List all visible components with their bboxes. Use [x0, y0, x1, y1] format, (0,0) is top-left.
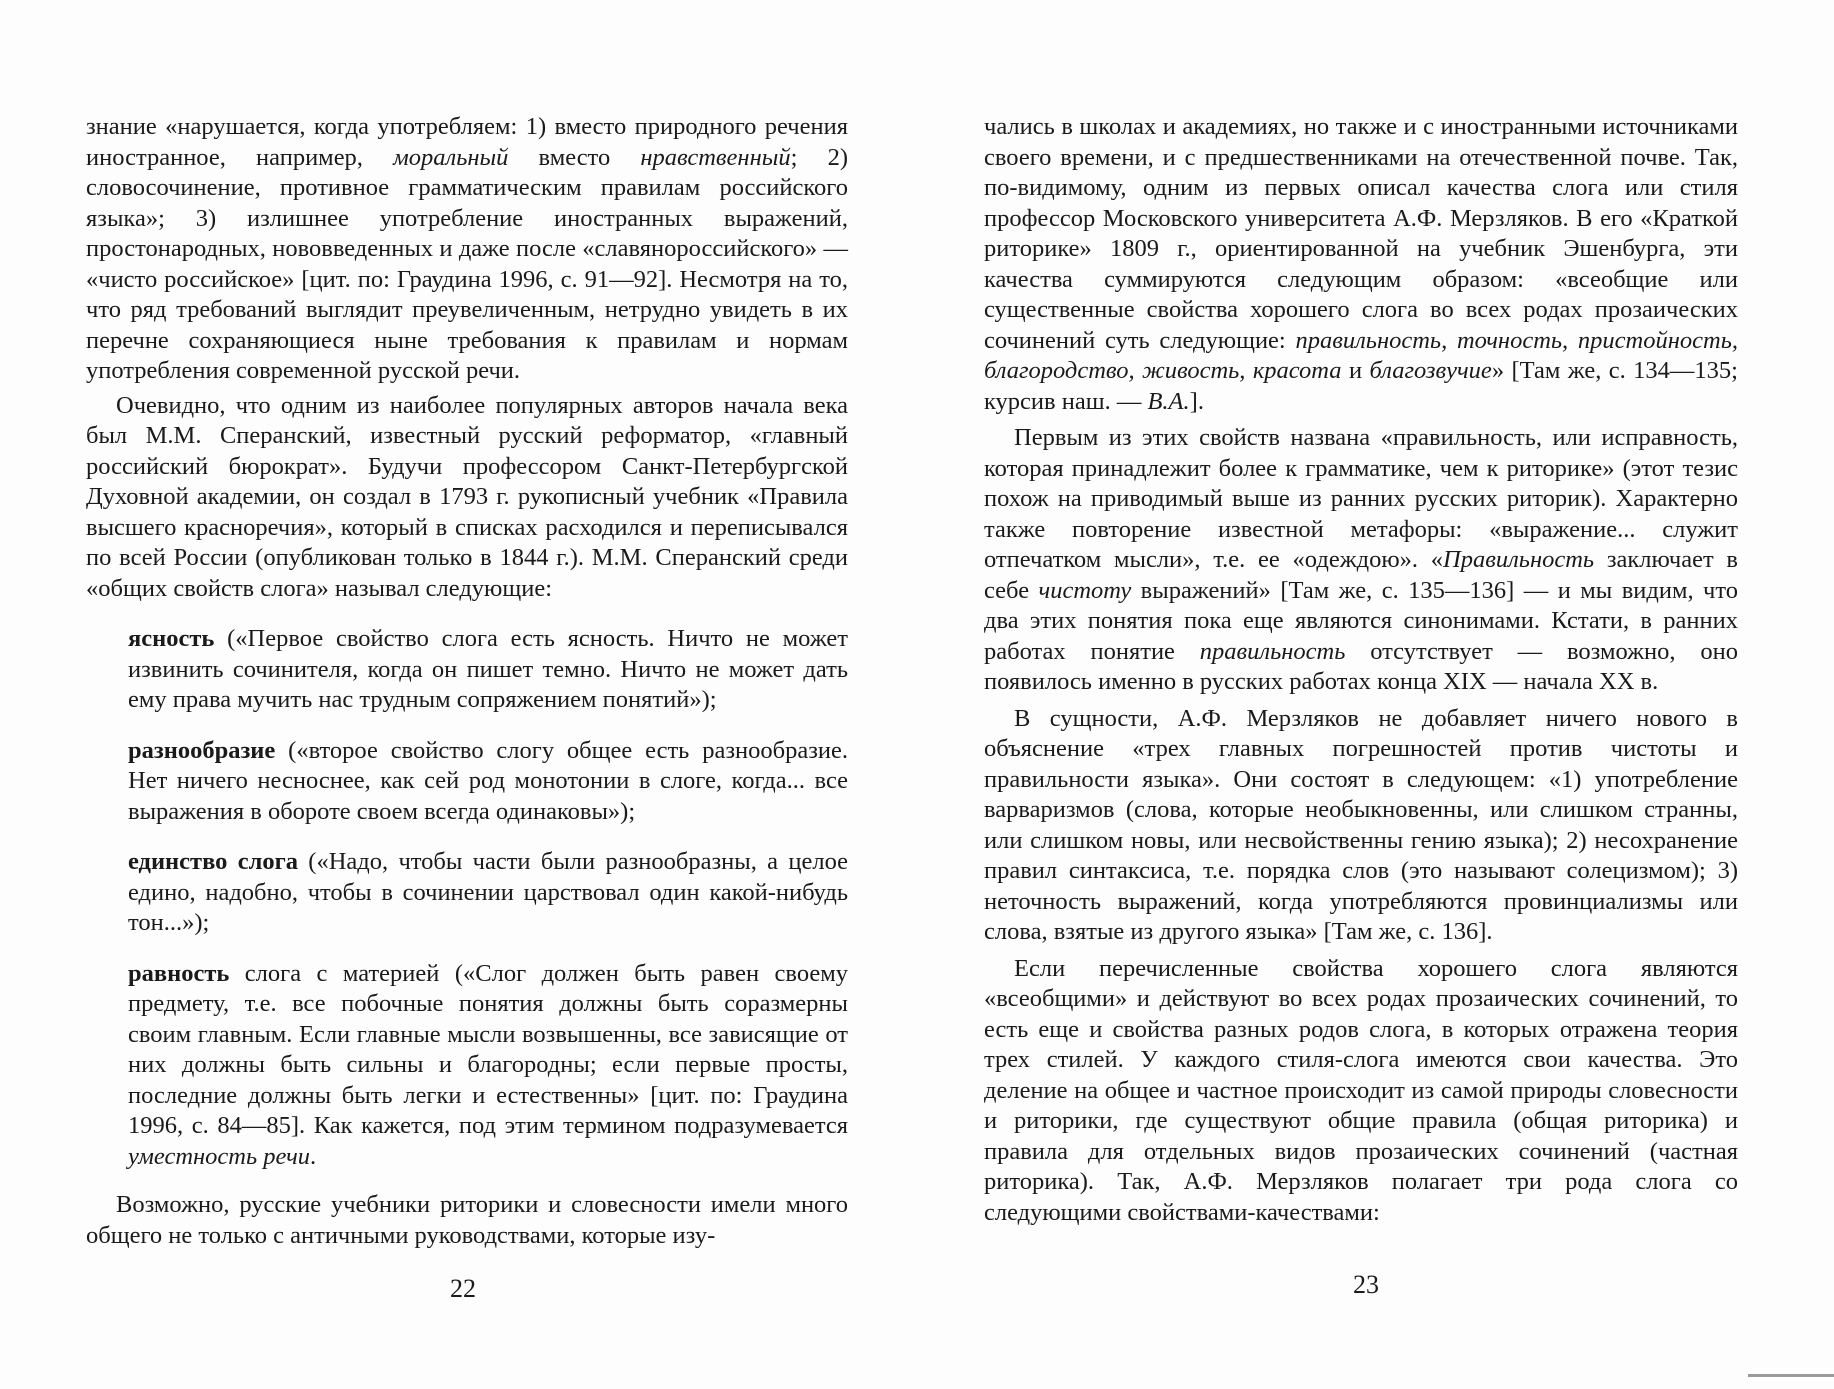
italic-term: моральный: [393, 143, 509, 171]
right-paragraph-2: Первым из этих свойств названа «правильность, или исправность, которая принадлежит более к грамматике, чем к риторике» (этот тезис похож на приводимый выше из ранних русских риторик). Характерно также повторение известной метафоры: «выражение... служит отпечатком мысли», т.е. ее «одеждою». «Правильность заключает в себе чистоту выражений» [Там же, с. 135—136] — и мы видим, что два этих понятия пока еще являются синонимами. Кстати, в ранних работах понятие правильность отсутствует — возможно, оно появилось именно в русских работах конца XIX — начала XX в.: [984, 424, 1738, 695]
right-page: [984, 112, 1738, 1228]
left-paragraph-1: знание «нарушается, когда употребляем: 1) вместо природного речения иностранное, например, моральный вместо нравственный; 2) словосочинение, противное грамматическим правилам российского языка»; 3) излишнее употребление иностранных выражений, простонародных, нововведенных и даже после «славянороссийского» — «чисто российское» [цит. по: Граудина 1996, с. 91—92]. Несмотря на то, что ряд требований выглядит преувеличенным, нетрудно увидеть в их перечне сохраняющиеся ныне требования к правилам и нормам употребления современной русской речи.: [86, 113, 848, 384]
quote-clarity: ясность («Первое свойство слога есть ясность. Ничто не может извинить сочинителя, когда он пишет темно. Ничто не может дать ему права мучить нас трудным сопряжением понятий»);: [128, 625, 848, 713]
italic-term: благозвучие: [1369, 357, 1492, 384]
quote-equality: равность слога с материей («Слог должен быть равен своему предмету, т.е. все побочные понятия должны быть соразмерны своим главным. Если главные мысли возвышенны, все зависящие от них должны быть сильны и благородны; если первые просты, последние должны быть легки и естественны» [цит. по: Граудина 1996, с. 84—85]. Как кажется, под этим термином подразумевается уместность речи.: [128, 959, 848, 1170]
bold-term: единство слога: [128, 848, 298, 875]
italic-term: В.А.: [1147, 387, 1190, 415]
right-paragraph-1: чались в школах и академиях, но также и с иностранными источниками своего времени, и с предшественниками на отечественной почве. Так, по-видимому, одним из первых описал качества слога или стиля профессор Московского университета А.Ф. Мерзляков. В его «Краткой риторике» 1809 г., ориентированной на учебник Эшенбурга, эти качества суммируются следующим образом: «всеобщие или существенные свойства хорошего слога во всех родах прозаических сочинений суть следующие: правильность, точность, пристойность, благородство, живость, красота и благозвучие» [Там же, с. 134—135; курсив наш. — В.А.].: [984, 113, 1738, 415]
page-number-left: 22: [450, 1274, 476, 1303]
right-paragraph-4: Если перечисленные свойства хорошего слога являются «всеобщими» и действуют во всех родах прозаических сочинений, то есть еще и свойства разных родов слога, в которых отражена теория трех стилей. У каждого стиля-слога имеются свои качества. Это деление на общее и частное происходит из самой природы словесности и риторики, где существуют общие правила (общая риторика) и правила для отдельных видов прозаических сочинений (частная риторика). Так, А.Ф. Мерзляков полагает три рода слога со следующими свойствами-качествами:: [984, 954, 1738, 1226]
page-edge-shadow: [1748, 1374, 1834, 1377]
left-page: [86, 112, 848, 1251]
italic-term: правильность: [1199, 637, 1346, 665]
italic-term: нравственный: [640, 143, 791, 171]
bold-term: разнообразие: [128, 736, 276, 764]
italic-term: правильность, точность, пристойность, благородство, живость, красота: [984, 326, 1738, 384]
bold-term: ясность: [128, 625, 215, 652]
page-number-right: 23: [1353, 1270, 1379, 1299]
quote-unity: единство слога («Надо, чтобы части были разнообразны, а целое едино, надобно, чтобы в сочинении царствовал один какой-нибудь тон...»);: [128, 848, 848, 936]
quote-variety: разнообразие («второе свойство слогу общее есть разнообразие. Нет ничего несноснее, как сей род монотонии в слоге, когда... все выражения в обороте своем всегда одинаковы»);: [128, 736, 848, 825]
italic-term: уместность речи: [128, 1142, 311, 1170]
left-paragraph-3: Возможно, русские учебники риторики и словесности имели много общего не только с античными руководствами, которые изу-: [86, 1191, 848, 1249]
italic-term: чистоту: [1038, 576, 1132, 604]
italic-term: Правильность: [1443, 546, 1595, 573]
left-paragraph-2: Очевидно, что одним из наиболее популярных авторов начала века был М.М. Сперанский, известный русский реформатор, «главный российский бюрократ». Будучи профессором Санкт-Петербургской Духовной академии, он создал в 1793 г. рукописный учебник «Правила высшего красноречия», который в списках расходился и переписывался по всей России (опубликован только в 1844 г.). М.М. Сперанский среди «общих свойств слога» называл следующие:: [86, 391, 848, 602]
right-paragraph-3: В сущности, А.Ф. Мерзляков не добавляет ничего нового в объяснение «трех главных погрешностей против чистоты и правильности языка». Они состоят в следующем: «1) употребление варваризмов (слова, которые необыкновенны, или слишком странны, или слишком новы, или несвойственны гению языка); 2) несохранение правил синтаксиса, т.е. порядка слов (это называют солецизмом); 3) неточность выражений, когда употребляются провинциализмы или слова, взятые из другого языка» [Там же, с. 136].: [984, 704, 1738, 945]
bold-term: равность: [128, 959, 230, 987]
